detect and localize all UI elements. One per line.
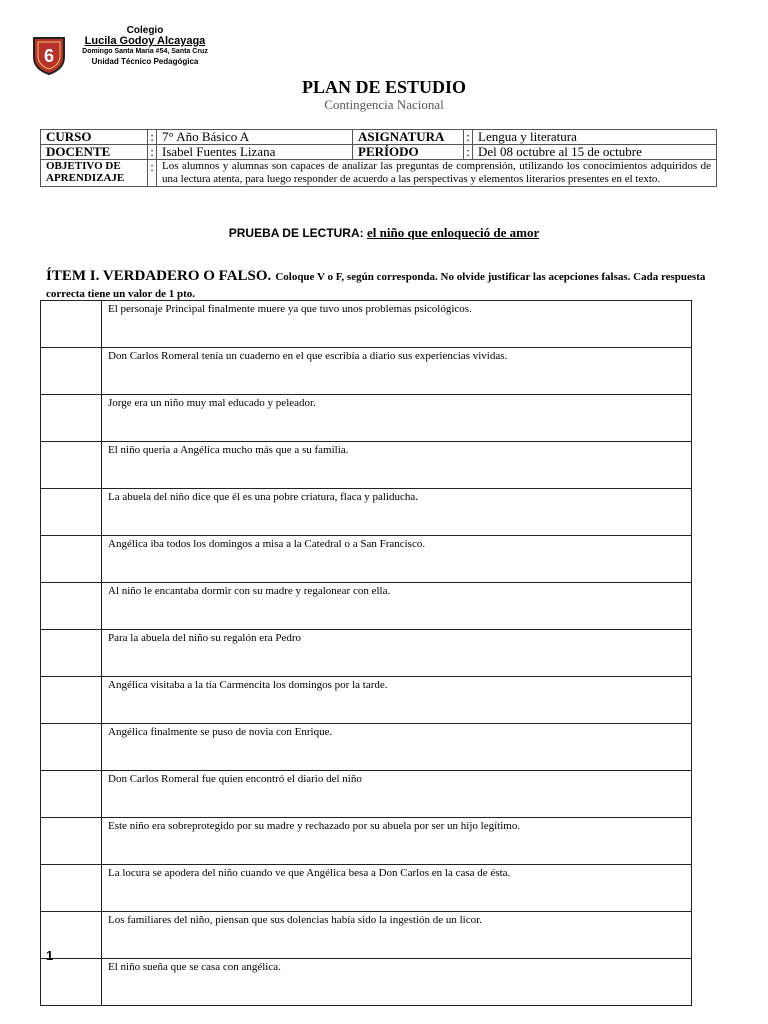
table-row	[41, 442, 692, 489]
answer-cell[interactable]	[41, 818, 102, 865]
answer-cell[interactable]	[41, 442, 102, 489]
colon: :	[464, 145, 473, 160]
table-row	[41, 912, 692, 959]
answer-cell[interactable]	[41, 489, 102, 536]
table-row	[41, 724, 692, 771]
periodo-value: Del 08 octubre al 15 de octubre	[473, 145, 717, 160]
curso-label: CURSO	[41, 130, 148, 145]
table-row	[41, 677, 692, 724]
colon: :	[148, 130, 157, 145]
statement-text: El personaje Principal finalmente muere ya que tuvo unos problemas psicológicos.	[102, 301, 692, 348]
colon: :	[148, 160, 157, 187]
statement-text: La abuela del niño dice que él es una pobre criatura, flaca y paliducha.	[102, 489, 692, 536]
periodo-label: PERÍODO	[353, 145, 464, 160]
table-row	[41, 818, 692, 865]
answer-cell[interactable]	[41, 301, 102, 348]
table-row	[41, 536, 692, 583]
school-info	[70, 25, 220, 67]
answer-cell[interactable]	[41, 724, 102, 771]
table-row	[41, 583, 692, 630]
table-row	[41, 301, 692, 348]
book-title: el niño que enloqueció de amor	[366, 225, 540, 240]
table-row	[41, 630, 692, 677]
colon: :	[148, 145, 157, 160]
docente-label: DOCENTE	[41, 145, 148, 160]
table-row	[41, 771, 692, 818]
table-row	[41, 395, 692, 442]
answer-cell[interactable]	[41, 348, 102, 395]
school-unit: Unidad Técnico Pedagógica	[91, 57, 199, 66]
table-row	[41, 959, 692, 1006]
shield-digit: 6	[43, 46, 55, 66]
curso-value: 7° Año Básico A	[157, 130, 353, 145]
table-row	[41, 865, 692, 912]
school-name: Lucila Godoy Alcayaga	[84, 35, 206, 47]
answer-cell[interactable]	[41, 959, 102, 1006]
objetivo-value: Los alumnos y alumnas son capaces de analizar las preguntas de comprensión, utilizando los conocimientos adquiridos de una lectura atenta, para luego responder de acuerdo a las perspectivas y elementos literarios presentes en el texto.	[157, 160, 717, 187]
page-number: 1	[46, 948, 54, 963]
statement-text: Don Carlos Romeral fue quien encontró el diario del niño	[102, 771, 692, 818]
answer-cell[interactable]	[41, 771, 102, 818]
statement-text: Angélica iba todos los domingos a misa a la Catedral o a San Francisco.	[102, 536, 692, 583]
asignatura-label: ASIGNATURA	[353, 130, 464, 145]
course-info-table	[40, 129, 717, 187]
page-subtitle: Contingencia Nacional	[324, 97, 444, 112]
answer-cell[interactable]	[41, 677, 102, 724]
statement-text: Los familiares del niño, piensan que sus dolencias había sido la ingestión de un licor.	[102, 912, 692, 959]
statement-text: Al niño le encantaba dormir con su madre y regalonear con ella.	[102, 583, 692, 630]
test-heading	[0, 225, 768, 241]
statement-text: El niño sueña que se casa con angélica.	[102, 959, 692, 1006]
statement-text: La locura se apodera del niño cuando ve que Angélica besa a Don Carlos en la casa de ésta.	[102, 865, 692, 912]
statement-text: Este niño era sobreprotegido por su madre y rechazado por su abuela por ser un hijo legítimo.	[102, 818, 692, 865]
page-title: PLAN DE ESTUDIO	[301, 77, 467, 97]
statement-text: Don Carlos Romeral tenía un cuaderno en el que escribía a diario sus experiencias vividas.	[102, 348, 692, 395]
statement-text: Jorge era un niño muy mal educado y peleador.	[102, 395, 692, 442]
table-row	[41, 348, 692, 395]
answer-cell[interactable]	[41, 865, 102, 912]
school-address: Domingo Santa María #54, Santa Cruz	[82, 48, 208, 55]
statement-text: El niño quería a Angélica mucho más que a su familia.	[102, 442, 692, 489]
school-shield-logo	[32, 35, 66, 75]
colon: :	[464, 130, 473, 145]
true-false-table	[40, 300, 692, 1006]
test-label: PRUEBA DE LECTURA:	[228, 226, 367, 240]
item-instruction: Coloque V o F, según corresponda. No olvide justificar las acepciones falsas. Cada respuesta correcta tiene un valor de 1 pto.	[46, 271, 706, 300]
answer-cell[interactable]	[41, 630, 102, 677]
docente-value: Isabel Fuentes Lizana	[157, 145, 353, 160]
item-heading	[46, 268, 736, 302]
item-title: ÍTEM I. VERDADERO O FALSO.	[46, 268, 272, 284]
answer-cell[interactable]	[41, 583, 102, 630]
answer-cell[interactable]	[41, 536, 102, 583]
statement-text: Angélica visitaba a la tía Carmencita los domingos por la tarde.	[102, 677, 692, 724]
statement-text: Angélica finalmente se puso de novia con Enrique.	[102, 724, 692, 771]
objetivo-label: OBJETIVO DE APRENDIZAJE	[41, 160, 148, 187]
school-line1: Colegio	[126, 25, 164, 36]
asignatura-value: Lengua y literatura	[473, 130, 717, 145]
table-row	[41, 489, 692, 536]
answer-cell[interactable]	[41, 395, 102, 442]
statement-text: Para la abuela del niño su regalón era Pedro	[102, 630, 692, 677]
